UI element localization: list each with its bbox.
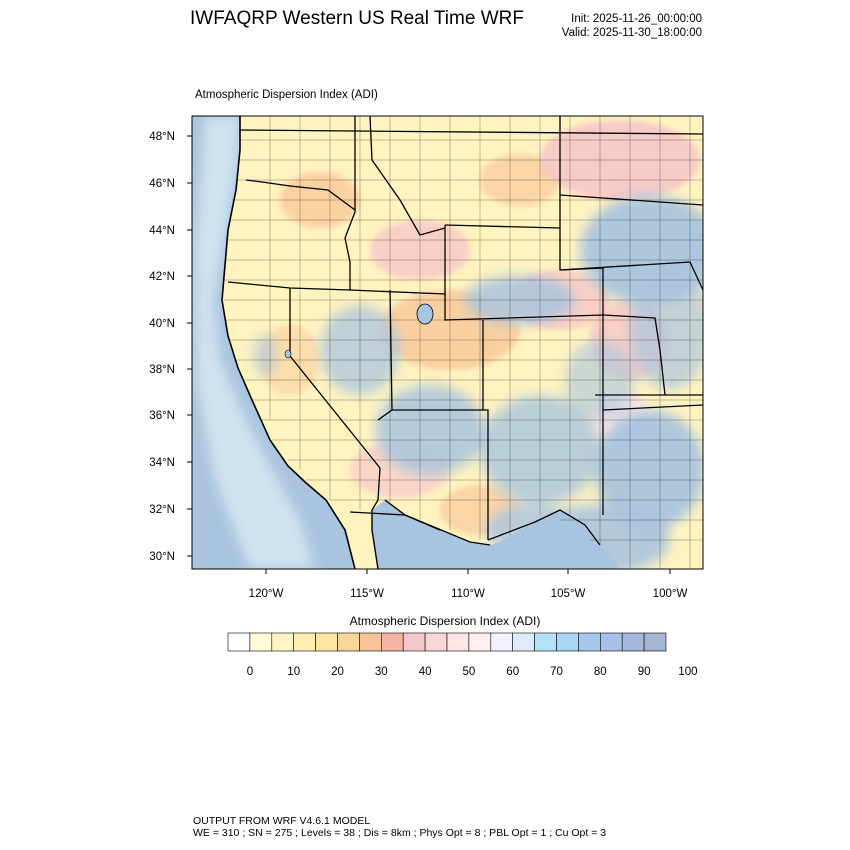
colorbar	[228, 633, 697, 678]
lake-tahoe	[285, 350, 291, 358]
colorbar-tick-label: 30	[374, 666, 388, 678]
lat-tick-label: 44°N	[149, 225, 175, 237]
great-salt-lake	[417, 304, 433, 324]
lon-tick-label: 115°W	[350, 588, 384, 600]
lon-tick-label: 110°W	[451, 588, 485, 600]
colorbar-title: Atmospheric Dispersion Index (ADI)	[349, 614, 541, 628]
lat-tick-label: 42°N	[149, 271, 175, 283]
longitude-axis	[249, 569, 688, 600]
colorbar-tick-label: 0	[246, 666, 254, 678]
lon-tick-label: 100°W	[652, 588, 688, 600]
footer-config-line: WE = 310 ; SN = 275 ; Levels = 38 ; Dis = 8km ; Phys Opt = 8 ; PBL Opt = 1 ; Cu Opt = 3	[193, 827, 607, 839]
colorbar-swatch	[600, 633, 622, 651]
colorbar-tick-label: 90	[637, 666, 651, 678]
colorbar-swatch	[381, 633, 403, 651]
lat-tick-label: 34°N	[149, 457, 175, 469]
colorbar-swatch	[338, 633, 360, 651]
init-time: Init: 2025-11-26_00:00:00	[571, 13, 702, 25]
lat-tick-label: 46°N	[149, 178, 175, 190]
colorbar-swatch	[578, 633, 600, 651]
lat-tick-label: 30°N	[149, 551, 175, 563]
lat-tick-label: 38°N	[149, 364, 175, 376]
lon-tick-label: 120°W	[248, 588, 284, 600]
colorbar-swatch	[644, 633, 666, 651]
colorbar-tick-label: 100	[678, 666, 698, 678]
lat-tick-label: 40°N	[149, 318, 175, 330]
colorbar-swatch	[228, 633, 250, 651]
map-panel	[192, 116, 720, 575]
colorbar-swatch	[491, 633, 513, 651]
latitude-axis	[149, 131, 192, 563]
colorbar-tick-label: 60	[506, 666, 520, 678]
colorbar-swatch	[272, 633, 294, 651]
colorbar-swatch	[622, 633, 644, 651]
colorbar-tick-label: 40	[418, 666, 432, 678]
colorbar-swatch	[535, 633, 557, 651]
lat-tick-label: 36°N	[149, 410, 175, 422]
colorbar-swatch	[469, 633, 491, 651]
lat-tick-label: 48°N	[149, 131, 175, 143]
colorbar-swatch	[316, 633, 338, 651]
colorbar-swatch	[250, 633, 272, 651]
colorbar-swatch	[425, 633, 447, 651]
colorbar-tick-label: 20	[331, 666, 344, 678]
main-title: IWFAQRP Western US Real Time WRF	[190, 8, 524, 29]
footer-model-line: OUTPUT FROM WRF V4.6.1 MODEL	[193, 815, 371, 827]
valid-time: Valid: 2025-11-30_18:00:00	[561, 27, 702, 39]
colorbar-swatch	[513, 633, 535, 651]
colorbar-tick-label: 70	[550, 666, 563, 678]
colorbar-tick-label: 10	[287, 666, 301, 678]
plot-subtitle: Atmospheric Dispersion Index (ADI)	[195, 89, 378, 101]
colorbar-swatch	[447, 633, 469, 651]
lon-tick-label: 105°W	[550, 588, 586, 600]
colorbar-swatch	[359, 633, 381, 651]
colorbar-swatch	[403, 633, 425, 651]
lat-tick-label: 32°N	[149, 504, 175, 516]
colorbar-swatch	[294, 633, 316, 651]
colorbar-tick-label: 50	[462, 666, 476, 678]
colorbar-tick-label: 80	[593, 666, 607, 678]
colorbar-swatch	[557, 633, 579, 651]
